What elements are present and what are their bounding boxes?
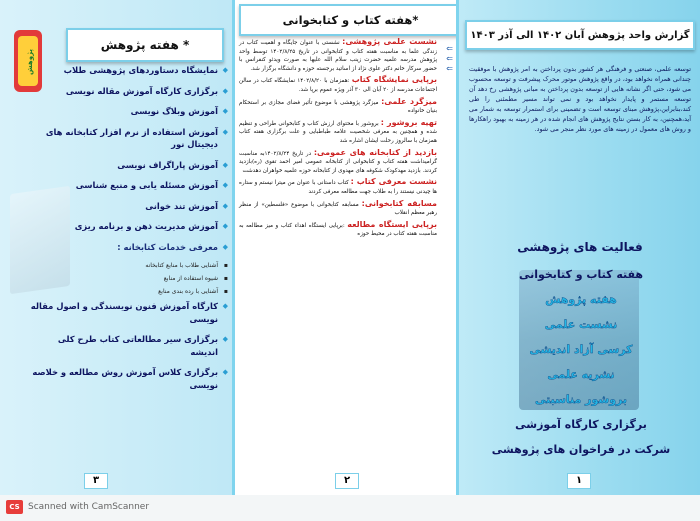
research-week-list — [28, 64, 228, 399]
section-text: نشستی با عنوان جایگاه و اهمیت کتاب در زندگی علما به مناسبت هفته کتاب و کتابخوانی در تاریخ ۱۴۰۲/۸/۲۵ توسط واحد پژوهش مدرسه علمیه حضرت زینب سلام الله علیها به صورت ویدئو کنفرانس با حضور سرکار خانم دکتر علوی نژاد از اساتید برجسته حوزه و دانشگاه برگزار شد. — [239, 40, 437, 72]
list-item: ◆ نمایشگاه دستاوردهای پژوهشی طلاب — [28, 64, 228, 77]
list-item: ◆ کارگاه آموزش فنون نویسندگی و اصول مقاله نویسی — [28, 300, 228, 325]
intro-paragraph: توسعه علمی، صنعتی و فرهنگی هر کشور بدون پرداختن به امر پژوهش با موفقیت چندانی همراه نخواهد بود، در واقع پژوهش موتور محرک پیشرفت و توسعه محسوب می شود، حتی اگر نشانه هایی از توسعه بدون پرداختن به مبانی پژوهشی رخ دهد آن توسعه مستمر و پایدار نخواهد بود و نمی تواند مسیر مطمئنی را طی کند،بنابراین،پژوهش مبنای توسعه است و تضمینی برای استمرار توسعه به شمار می آید،همچنین، به کار بستن نتایج پژوهش های انجام شده در هر زمینه به بهبود راهکارها و روش های معمول در زمینه های مورد نظر منجر می شود. — [469, 65, 691, 133]
list-item: ◆ برگزاری کارگاه آموزش مقاله نویسی — [28, 85, 228, 98]
section-text: :برپایی ایستگاه اهداء کتاب و میز مطالعه به مناسبت هفته کتاب در محیط حوزه — [239, 222, 437, 238]
page-number: ۲ — [335, 473, 359, 489]
activity-item: نشست علمی — [544, 318, 618, 331]
sub-list-item: ▪ شیوه استفاده از منابع — [28, 274, 228, 283]
sub-list-item: ▪ آشنایی با رده بندی منابع — [28, 287, 228, 296]
camscanner-logo-icon: CS — [6, 500, 23, 514]
list-item: ◆ آموزش مسئله یابی و منبع شناسی — [28, 179, 228, 192]
section-text: :همزمان با ۱۴۰۲/۸/۲۰ نمایشگاه کتاب در سالن اجتماعات مدرسه از ۲۰ آبان الی ۳۰ آذر ویژه عموم برپا شد. — [239, 78, 437, 93]
section-paragraph — [239, 200, 437, 218]
section-title: بازدید از کتابخانه های عمومی: — [313, 147, 437, 157]
panel-1 — [459, 0, 700, 495]
activity-item: هفته پژوهش — [545, 293, 617, 306]
page-number: ۱ — [567, 473, 591, 489]
section-title: میزگرد علمی: — [381, 96, 437, 106]
section-text: میزگرد پژوهشی با موضوع تأثیر فضای مجازی بر استحکام بنیان خانواده — [239, 99, 437, 115]
activities-title: فعالیت های پژوهشی — [517, 240, 643, 254]
list-item: ◆ برگزاری کلاس آموزش روش مطالعه و خلاصه نویسی — [28, 366, 228, 391]
book-week-content — [239, 38, 437, 242]
section-text: در تاریخ ۱۴۰۲/۸/۲۴به مناسبت گرامیداشت هفته کتاب و کتابخوانی از کتابخانه عمومی امیر احمد تقوی (ره)بازدید کردند. بازدید مهدکودک شکوفه های مهدوی از کتابخانه حوزه علمیه خواهران دهدشت — [239, 150, 437, 174]
panel-2 — [232, 0, 459, 495]
section-paragraph — [239, 178, 437, 196]
section-text: بروشور با محتوای ارزش کتاب و کتابخوانی طراحی و تنظیم شده و همچنین به معرفی شخصیت علامه طباطبایی و علت برگزاری هفته کتاب همزمان با سالروز رحلت ایشان اشاره شد — [239, 120, 437, 144]
section-title: تهیه بروشور : — [380, 117, 437, 127]
panel-2-header: *هفته کتاب و کتابخوانی — [239, 4, 459, 36]
section-paragraph — [239, 38, 437, 73]
section-title: نشست معرفی کتاب : — [350, 177, 437, 187]
report-title: گزارش واحد پژوهش آبان ۱۴۰۲ الی آذر ۱۴۰۳ — [465, 20, 695, 50]
section-title: مسابقه کتابخوانی: — [361, 198, 438, 208]
arrow-icon: ⇐ — [446, 64, 453, 73]
arrow-markers — [437, 44, 453, 74]
section-title: برپایی ایستگاه مطالعه — [347, 219, 437, 229]
section-paragraph — [239, 98, 437, 116]
section-title: نشست علمی پژوهشی: — [342, 37, 437, 46]
scanner-footer — [0, 495, 700, 521]
section-title: برپایی نمایشگاه کتاب — [351, 75, 438, 85]
section-paragraph — [239, 149, 437, 176]
section-text: کتاب داستانی با عنوان من میترا نیستم و ستاره ها چیدنی نیستند را به طلاب جهت مطالعه معرفی کردند — [239, 180, 437, 195]
panel-3-header: * هفته پژوهش — [66, 28, 224, 62]
list-item: ◆ آموزش مدیریت ذهن و برنامه ریزی — [28, 220, 228, 233]
logo-text: پژوهش — [26, 48, 34, 76]
activity-item: نشریه علمی — [547, 368, 615, 381]
section-text: مسابقه کتابخوانی با موضوع «فلسطین» از منظر رهبر معظم انقلاب — [239, 201, 437, 217]
page-number: ۳ — [84, 473, 108, 489]
section-paragraph — [239, 76, 437, 94]
list-item: ◆ آموزش وبلاگ نویسی — [28, 105, 228, 118]
section-paragraph — [239, 119, 437, 146]
activity-item: برگزاری کارگاه آموزشی — [515, 418, 647, 431]
scanner-watermark-text: Scanned with CamScanner — [28, 502, 150, 512]
activities-list — [481, 262, 681, 462]
panel-3 — [0, 0, 232, 495]
list-item: ◆ آموزش تند خوانی — [28, 200, 228, 213]
arrow-icon: ⇐ — [446, 54, 453, 63]
list-item: ◆ آموزش پاراگراف نویسی — [28, 159, 228, 172]
activity-item: شرکت در فراخوان های پژوهشی — [491, 443, 671, 456]
list-item: ◆ برگزاری سیر مطالعاتی کتاب طرح کلی اندیشه — [28, 333, 228, 358]
activity-item: هفته کتاب و کتابخوانی — [518, 268, 644, 281]
activity-item: کرسی آزاد اندیشی — [529, 343, 633, 356]
sub-list-item: ▪ آشنایی طلاب با منابع کتابخانه — [28, 261, 228, 270]
activity-item: بروشور مناسبتی — [534, 393, 628, 406]
section-paragraph — [239, 221, 437, 239]
arrow-icon: ⇐ — [446, 44, 453, 53]
list-item: ◆ آموزش استفاده از نرم افزار کتابخانه های دیجیتال نور — [28, 126, 228, 151]
list-item: ◆ معرفی خدمات کتابخانه : — [28, 241, 228, 254]
